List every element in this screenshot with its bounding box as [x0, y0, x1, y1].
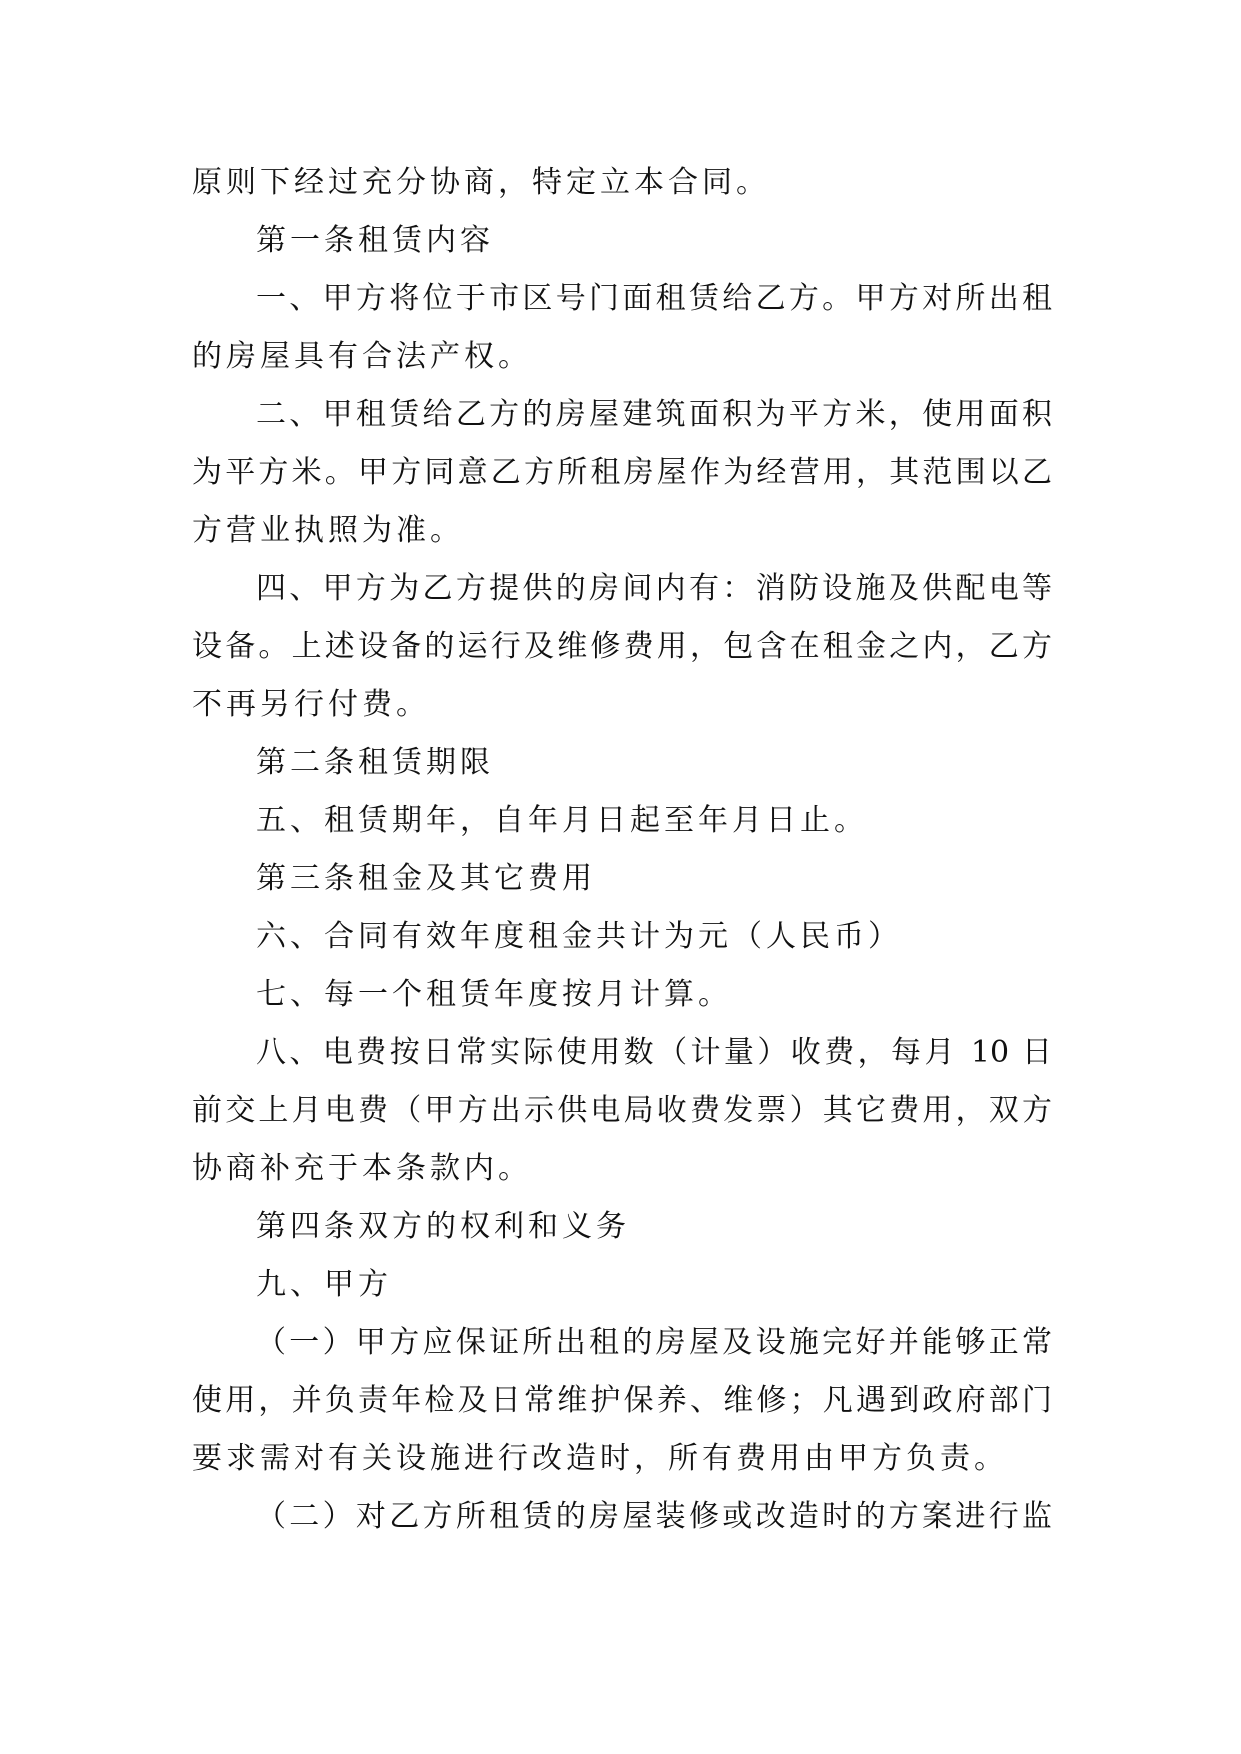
contract-text-line: 八、电费按日常实际使用数（计量）收费，每月 10 日	[256, 1035, 1052, 1070]
contract-body	[192, 154, 1052, 1546]
contract-text-line: （二）对乙方所租赁的房屋装修或改造时的方案进行监	[256, 1499, 1052, 1534]
contract-text-line: 第四条双方的权利和义务	[256, 1209, 630, 1244]
contract-text-line: 设备。上述设备的运行及维修费用，包含在租金之内，乙方	[192, 629, 1052, 664]
contract-text-line: 原则下经过充分协商，特定立本合同。	[192, 165, 770, 200]
contract-text-line: 一、甲方将位于市区号门面租赁给乙方。甲方对所出租	[256, 281, 1052, 316]
contract-text-line: 为平方米。甲方同意乙方所租房屋作为经营用，其范围以乙	[192, 455, 1052, 490]
contract-text-line: 第二条租赁期限	[256, 745, 494, 780]
contract-text-line: 九、甲方	[256, 1267, 392, 1302]
contract-text-line: 五、租赁期年，自年月日起至年月日止。	[256, 803, 868, 838]
contract-text-line: 方营业执照为准。	[192, 513, 464, 548]
contract-text-line: 的房屋具有合法产权。	[192, 339, 532, 374]
contract-text-line: （一）甲方应保证所出租的房屋及设施完好并能够正常	[256, 1325, 1052, 1360]
contract-text-line: 不再另行付费。	[192, 687, 430, 722]
contract-text-line: 六、合同有效年度租金共计为元（人民币）	[256, 919, 902, 954]
contract-text-line: 二、甲租赁给乙方的房屋建筑面积为平方米，使用面积	[256, 397, 1052, 432]
contract-text-line: 七、每一个租赁年度按月计算。	[256, 977, 732, 1012]
contract-text-line: 使用，并负责年检及日常维护保养、维修；凡遇到政府部门	[192, 1383, 1052, 1418]
contract-text-line: 四、甲方为乙方提供的房间内有：消防设施及供配电等	[256, 571, 1052, 606]
contract-text-line: 第一条租赁内容	[256, 223, 494, 258]
contract-text-line: 协商补充于本条款内。	[192, 1151, 532, 1186]
contract-text-line: 要求需对有关设施进行改造时，所有费用由甲方负责。	[192, 1441, 1008, 1476]
contract-text-line: 前交上月电费（甲方出示供电局收费发票）其它费用，双方	[192, 1093, 1052, 1128]
contract-text-line: 第三条租金及其它费用	[256, 861, 596, 896]
